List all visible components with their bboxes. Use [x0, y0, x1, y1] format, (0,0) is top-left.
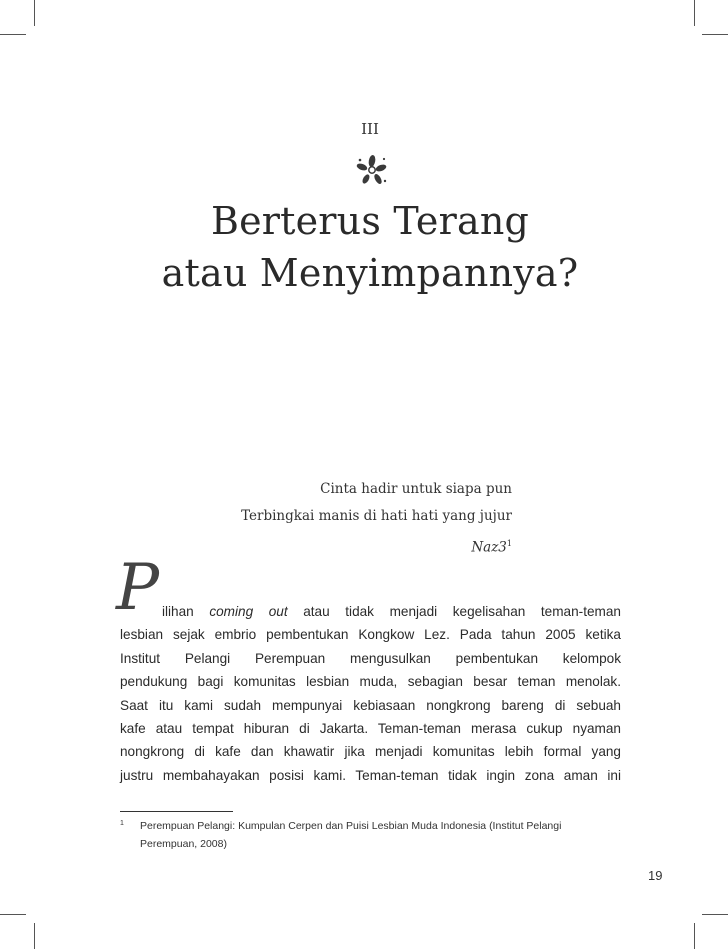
text-line: lesbian sejak embrio pembentukan Kongkow Lez. Pada tahun 2005 ketika — [120, 627, 621, 643]
epigraph-author: Naz3 — [471, 539, 507, 556]
flower-ornament-icon — [354, 152, 390, 188]
text-line: nongkrong di kafe dan khawatir jika menjadi komunitas lebih formal yang — [120, 744, 621, 760]
crop-mark — [694, 0, 695, 26]
epigraph-line: Terbingkai manis di hati hati yang jujur — [241, 508, 512, 524]
chapter-title — [0, 195, 728, 299]
crop-mark — [702, 914, 728, 915]
crop-mark — [34, 0, 35, 26]
crop-mark — [694, 923, 695, 949]
crop-mark — [0, 34, 26, 35]
crop-mark — [702, 34, 728, 35]
text-line: Saat itu kami sudah mempunyai kebiasaan nongkrong bareng di sebuah — [120, 697, 621, 713]
epigraph — [241, 476, 512, 562]
footnote-divider — [120, 811, 233, 812]
crop-mark — [34, 923, 35, 949]
footnote-reference: 1 — [506, 539, 512, 548]
chapter-number: III — [361, 120, 379, 138]
footnote-marker: 1 — [120, 820, 124, 827]
chapter-title-line: atau Menyimpannya? — [161, 251, 579, 295]
page-number: 19 — [648, 868, 663, 883]
drop-cap: P — [116, 551, 160, 625]
epigraph-line: Cinta hadir untuk siapa pun — [320, 481, 512, 497]
chapter-title-line: Berterus Terang — [210, 199, 530, 243]
epigraph-author-line — [241, 530, 512, 562]
footnote-text: Perempuan Pelangi: Kumpulan Cerpen dan Puisi Lesbian Muda Indonesia (Institut Pelangi Perempuan, 2008) — [140, 820, 562, 850]
crop-mark — [0, 914, 26, 915]
text-line: Institut Pelangi Perempuan mengusulkan pembentukan kelompok — [120, 650, 621, 666]
text-line: justru membahayakan posisi kami. Teman-teman tidak ingin zona aman ini — [120, 767, 621, 783]
emphasis-text: coming out — [209, 604, 288, 619]
text-line: pendukung bagi komunitas lesbian muda, sebagian besar teman menolak. — [120, 674, 621, 690]
footnote — [120, 817, 620, 853]
text-line: kafe atau tempat hiburan di Jakarta. Teman-teman merasa cukup nyaman — [120, 721, 621, 737]
body-paragraph — [120, 600, 621, 787]
text-line: ilihan coming out atau tidak menjadi kegelisahan teman-teman — [162, 604, 621, 619]
